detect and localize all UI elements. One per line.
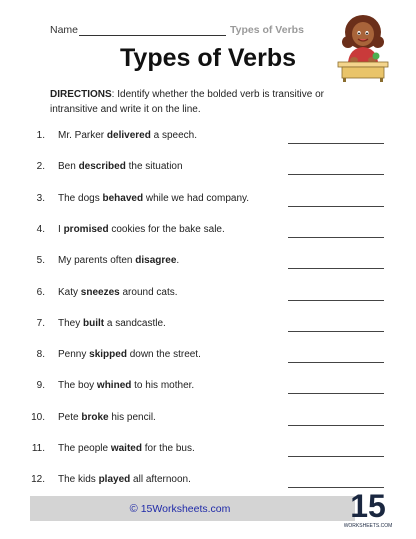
sentence-start: Pete (58, 411, 82, 423)
sentence-start: The dogs (58, 192, 103, 204)
answer-line[interactable] (288, 237, 384, 238)
question-row (0, 318, 416, 334)
answer-line[interactable] (288, 456, 384, 457)
sentence-start: Mr. Parker (58, 130, 107, 141)
question-number: 9. (36, 380, 45, 392)
sentence-start: The people (58, 443, 111, 454)
question-number: 6. (36, 286, 45, 298)
footer-bar (30, 496, 355, 521)
question-sentence (58, 443, 195, 454)
question-sentence (58, 349, 201, 360)
question-row (0, 443, 416, 459)
bolded-verb: broke (81, 411, 109, 423)
bolded-verb: waited (110, 443, 142, 454)
logo-caption: WORKSHEETS.COM (344, 523, 392, 529)
sentence-end: down the street. (126, 349, 201, 361)
bolded-verb: described (78, 161, 126, 173)
bolded-verb: behaved (102, 192, 144, 204)
question-row (0, 161, 416, 177)
answer-line[interactable] (288, 206, 384, 207)
question-number: 8. (36, 349, 45, 361)
answer-line[interactable] (288, 362, 384, 363)
directions-text: : Identify whether the bolded verb is transitive or intransitive and write it on the line. (50, 89, 325, 115)
question-sentence (58, 380, 194, 391)
answer-line[interactable] (288, 174, 384, 175)
question-sentence (58, 130, 197, 141)
page-title: Types of Verbs (120, 44, 296, 72)
question-row (0, 380, 416, 396)
question-row (0, 287, 416, 303)
directions (50, 87, 328, 117)
teacher-illustration (334, 12, 392, 82)
question-number: 3. (36, 192, 45, 204)
question-sentence (58, 412, 156, 423)
sentence-start: Ben (58, 161, 79, 173)
question-number: 1. (36, 130, 45, 141)
footer-link[interactable]: 15Worksheets.com (140, 503, 231, 515)
sentence-end: for the bus. (141, 443, 195, 454)
sentence-start: They (58, 317, 84, 329)
bolded-verb: built (83, 317, 105, 329)
sentence-start: The kids (58, 474, 99, 486)
sentence-start: I (58, 223, 64, 235)
bolded-verb: whined (96, 380, 132, 392)
name-label: Name (50, 24, 79, 36)
question-sentence (58, 193, 249, 204)
sentence-end: a sandcastle. (104, 317, 166, 329)
name-header (50, 22, 350, 40)
question-row (0, 224, 416, 240)
sentence-start: The boy (58, 380, 97, 392)
sentence-start: My parents often (58, 255, 136, 267)
question-number: 10. (31, 411, 45, 423)
copyright-icon: © (129, 503, 138, 515)
bolded-verb: promised (63, 223, 109, 235)
question-row (0, 412, 416, 428)
question-number: 12. (31, 474, 45, 486)
answer-line[interactable] (288, 393, 384, 394)
logo-number: 15 (350, 488, 386, 524)
sentence-end: all afternoon. (130, 474, 191, 486)
sentence-start: Penny (58, 349, 90, 361)
question-number: 11. (31, 443, 45, 454)
sentence-end: around cats. (119, 286, 178, 298)
question-sentence (58, 474, 191, 485)
question-row (0, 193, 416, 209)
sentence-start: Katy (58, 286, 81, 298)
sentence-end: to his mother. (131, 380, 195, 392)
bolded-verb: played (98, 474, 131, 486)
sentence-end: while we had company. (143, 192, 250, 204)
footer-credit[interactable] (30, 503, 330, 515)
question-sentence (58, 255, 179, 266)
question-sentence (58, 318, 166, 329)
sentence-end: the situation (125, 161, 183, 173)
worksheets-logo (344, 486, 392, 530)
sentence-end: cookies for the bake sale. (108, 223, 225, 235)
bolded-verb: sneezes (80, 286, 120, 298)
answer-line[interactable] (288, 331, 384, 332)
question-sentence (58, 287, 178, 298)
sentence-end: his pencil. (108, 411, 156, 423)
question-number: 2. (36, 161, 45, 173)
bolded-verb: disagree (135, 255, 177, 267)
answer-line[interactable] (288, 425, 384, 426)
question-number: 4. (36, 223, 45, 235)
directions-label: DIRECTIONS (50, 89, 112, 100)
answer-line[interactable] (288, 143, 384, 144)
bolded-verb: delivered (106, 130, 151, 141)
question-sentence (58, 161, 183, 172)
question-number: 5. (36, 255, 45, 267)
question-row (0, 255, 416, 271)
answer-line[interactable] (288, 268, 384, 269)
question-row (0, 349, 416, 365)
question-row (0, 130, 416, 146)
question-number: 7. (36, 317, 45, 329)
name-line[interactable] (79, 35, 226, 36)
header-title: Types of Verbs (230, 24, 304, 36)
sentence-end: a speech. (150, 130, 197, 141)
sentence-end: . (176, 255, 180, 267)
answer-line[interactable] (288, 300, 384, 301)
bolded-verb: skipped (89, 349, 127, 361)
question-sentence (58, 224, 225, 235)
